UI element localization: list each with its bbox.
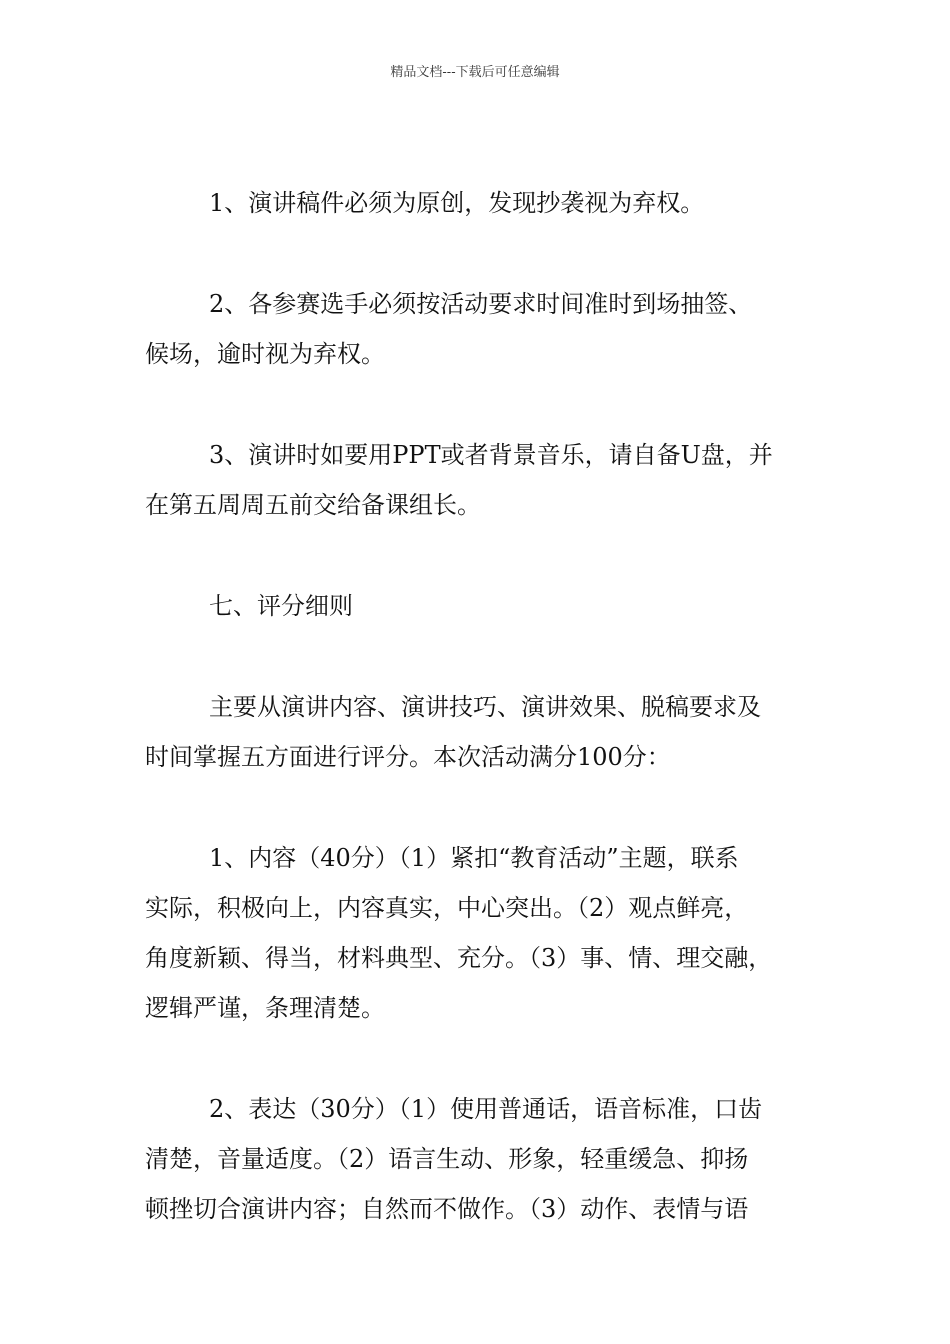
paragraph-line: 3、演讲时如要用PPT或者背景音乐，请自备U盘，并 [209, 441, 773, 469]
paragraph-line: 实际，积极向上，内容真实，中心突出。（2）观点鲜亮， [145, 894, 749, 922]
paragraph-line: 逻辑严谨，条理清楚。 [145, 994, 385, 1022]
page-header: 精品文档---下载后可任意编辑 [390, 65, 560, 80]
paragraph-scoring-intro [145, 682, 825, 782]
section-heading: 七、评分细则 [209, 592, 353, 620]
paragraph-line: 1、演讲稿件必须为原创，发现抄袭视为弃权。 [209, 189, 705, 217]
paragraph-line: 1、内容（40分）（1）紧扣“教育活动”主题，联系 [209, 844, 739, 872]
document-body [145, 178, 825, 1234]
paragraph-rule-3 [145, 430, 825, 530]
paragraph-line: 2、表达（30分）（1）使用普通话，语音标准，口齿 [209, 1095, 763, 1123]
section-heading-scoring [145, 581, 825, 631]
paragraph-rule-1 [145, 178, 825, 228]
paragraph-line: 主要从演讲内容、演讲技巧、演讲效果、脱稿要求及 [209, 693, 761, 721]
paragraph-rule-2 [145, 279, 825, 379]
paragraph-content-criteria [145, 833, 825, 1033]
paragraph-line: 顿挫切合演讲内容；自然而不做作。（3）动作、表情与语 [145, 1195, 749, 1223]
paragraph-line: 时间掌握五方面进行评分。本次活动满分100分： [145, 743, 671, 771]
paragraph-line: 在第五周周五前交给备课组长。 [145, 491, 481, 519]
paragraph-expression-criteria [145, 1084, 825, 1234]
paragraph-line: 清楚，音量适度。（2）语言生动、形象，轻重缓急、抑扬 [145, 1145, 749, 1173]
paragraph-line: 候场，逾时视为弃权。 [145, 340, 385, 368]
paragraph-line: 角度新颖、得当，材料典型、充分。（3）事、情、理交融， [145, 944, 773, 972]
paragraph-line: 2、各参赛选手必须按活动要求时间准时到场抽签、 [209, 290, 753, 318]
